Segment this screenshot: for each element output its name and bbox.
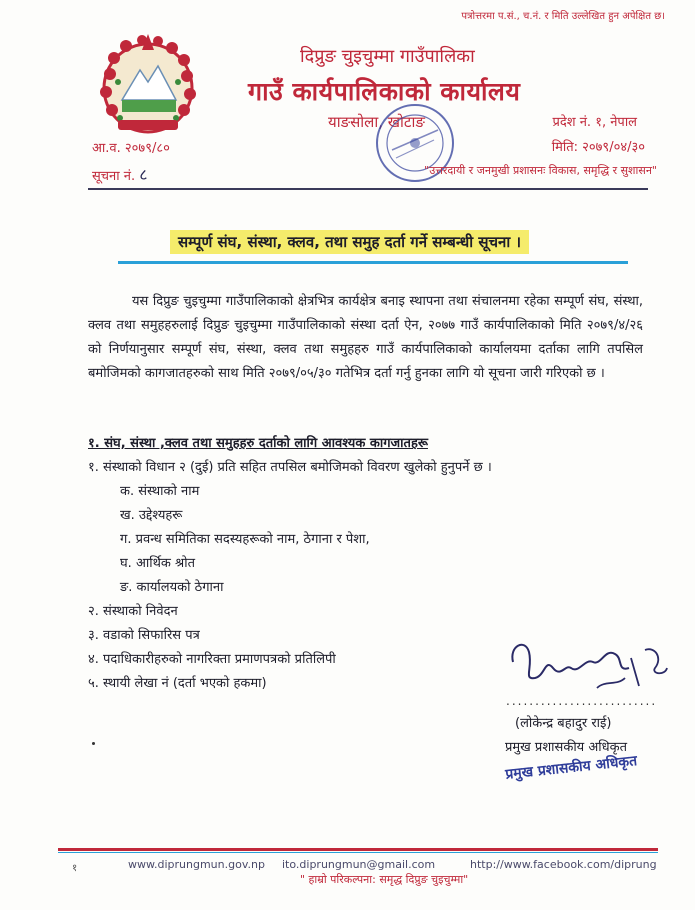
stray-mark bbox=[92, 742, 95, 745]
list-item: घ. आर्थिक श्रोत bbox=[120, 556, 196, 571]
list-item: ङ. कार्यालयको ठेगाना bbox=[120, 580, 224, 595]
date-label: मिति: bbox=[551, 140, 579, 155]
subject-divider bbox=[118, 261, 628, 264]
signature-line: .......................... bbox=[506, 694, 658, 708]
province-label: प्रदेश नं. १, नेपाल bbox=[552, 115, 637, 130]
office-name: गाउँ कार्यपालिकाको कार्यालय bbox=[248, 77, 521, 106]
notice-value: ८ bbox=[139, 165, 148, 184]
municipality-name: दिप्रुङ चुइचुम्मा गाउँपालिका bbox=[300, 46, 475, 67]
signatory-title: प्रमुख प्रशासकीय अधिकृत bbox=[505, 740, 628, 755]
list-item: ख. उद्देश्यहरू bbox=[120, 508, 183, 523]
signatory-stamp: प्रमुख प्रशासकीय अधिकृत bbox=[504, 753, 638, 783]
footer-facebook: http://www.facebook.com/diprung bbox=[470, 858, 657, 871]
footer-slogan: " हाम्रो परिकल्पना: समृद्ध दिप्रुङ चुइचुम्मा" bbox=[300, 873, 469, 886]
list-item: ४. पदाधिकारीहरुको नागरिक्ता प्रमाणपत्रको प्रतिलिपी bbox=[88, 652, 336, 667]
page-mark: १ bbox=[72, 863, 78, 874]
letter-date bbox=[552, 137, 645, 155]
list-item: ग. प्रवन्ध समितिका सदस्यहरूको नाम, ठेगाना र पेशा, bbox=[120, 532, 370, 547]
notice-paragraph: यस दिप्रुङ चुइचुम्मा गाउँपालिकाको क्षेत्रभित्र कार्यक्षेत्र बनाइ स्थापना तथा संचालनमा रहेका सम्पूर्ण संघ, संस्था, क्लव तथा समुहहरुलाई दिप्रुङ चुइचुम्मा गाउँपालिकाको संस्था दर्ता ऐन, २०७७ गाउँ कार्यपालिकाको मिति २०७९/४/२६ को निर्णयानुसार सम्पूर्ण संघ, संस्था, क्लव तथा समुहहरु गाउँ कार्यपालिकाको कार्यालयमा दर्ताका लागि तपसिल बमोजिमको कागजातहरुको साथ मिति २०७९/०५/३० गतेभित्र दर्ता गर्नु हुनका लागि यो सूचना जारी गरिएको छ । bbox=[88, 294, 643, 381]
header-divider bbox=[88, 188, 648, 190]
nepal-emblem-icon bbox=[92, 30, 204, 142]
footer-website: www.diprungmun.gov.np bbox=[128, 858, 265, 871]
signatory-name: (लोकेन्द्र बहादुर राई) bbox=[515, 716, 612, 731]
office-slogan: "उत्तरदायी र जनमुखी प्रशासनः विकास, समृद्धि र सुशासन" bbox=[424, 164, 657, 177]
list-item: ३. वडाको सिफारिस पत्र bbox=[88, 628, 200, 643]
reference-note: पत्रोत्तरमा प.सं., च.नं. र मिति उल्लेखित हुन अपेक्षित छ। bbox=[461, 11, 665, 22]
office-address: याङसोला, खोटाङ bbox=[328, 113, 425, 131]
notice-label: सूचना नं. bbox=[92, 169, 136, 184]
footer-divider bbox=[58, 848, 658, 851]
footer-divider-thin bbox=[58, 852, 658, 853]
list-item: २. संस्थाको निवेदन bbox=[88, 604, 178, 619]
notice-number bbox=[92, 163, 148, 185]
list-item: ५. स्थायी लेखा नं (दर्ता भएको हकमा) bbox=[88, 676, 267, 691]
fiscal-year: आ.व. २०७९/८० bbox=[92, 141, 170, 156]
footer-email: ito.diprungmun@gmail.com bbox=[282, 858, 436, 871]
list-item: क. संस्थाको नाम bbox=[120, 484, 200, 499]
date-value: २०७९/०४/३० bbox=[582, 140, 645, 155]
subject-block bbox=[170, 232, 529, 252]
section-title: १. संघ, संस्था ,क्लव तथा समुहहरु दर्ताको लागि आवश्यक कागजातहरू bbox=[88, 436, 428, 451]
subject-title: सम्पूर्ण संघ, संस्था, क्लव, तथा समुह दर्ता गर्ने सम्बन्धी सूचना । bbox=[170, 230, 529, 254]
list-item: १. संस्थाको विधान २ (दुई) प्रति सहित तपसिल बमोजिमको विवरण खुलेको हुनुपर्ने छ । bbox=[88, 460, 492, 475]
handwritten-signature-icon bbox=[505, 628, 675, 700]
